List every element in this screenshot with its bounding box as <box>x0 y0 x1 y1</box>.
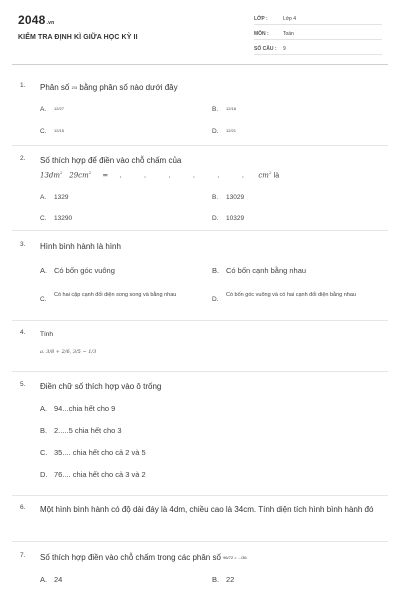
question-text: Số thích hợp để điền vào chỗ chấm của <box>40 156 182 165</box>
exam-title: KIỂM TRA ĐỊNH KÌ GIỮA HỌC KỲ II <box>18 34 138 41</box>
question-divider <box>12 371 388 372</box>
option-letter: D. <box>40 470 48 479</box>
option-text: Có bốn góc vuông <box>54 266 115 275</box>
info-row-subject <box>254 28 382 40</box>
question-text: Điền chữ số thích hợp vào ô trống <box>40 382 162 391</box>
info-row-class <box>254 13 382 25</box>
option-letter: D. <box>212 128 219 135</box>
info-row-count <box>254 43 382 55</box>
math-after: là <box>273 172 280 180</box>
option-letter: B. <box>40 426 48 435</box>
option-letter: D. <box>212 215 219 222</box>
question-text: Một hình bình hành có độ dài đáy là 4dm, chiều cao là 34cm. Tính diện tích hình bình hành đó <box>40 505 374 514</box>
info-value: 9 <box>283 46 286 52</box>
option-text: 2.....5 chia hết cho 3 <box>54 426 122 435</box>
question-text-part: Số thích hợp điền vào chỗ chấm trong các phân số <box>40 553 221 562</box>
logo-suffix: .vn <box>46 20 55 26</box>
option-text: 24 <box>54 575 63 584</box>
question-number: 6. <box>20 504 26 511</box>
math-equals: = <box>102 171 109 180</box>
question-divider <box>12 541 388 542</box>
info-label: SỐ CÂU : <box>254 46 277 52</box>
math-term: cm <box>258 171 269 180</box>
option-text: 12/21 <box>226 128 237 133</box>
question-text <box>40 552 247 564</box>
question-number: 7. <box>20 552 26 559</box>
option-letter: A. <box>40 404 48 413</box>
option-text: 13029 <box>226 194 245 201</box>
site-logo[interactable] <box>18 13 54 27</box>
question-divider <box>12 145 388 146</box>
header-divider <box>12 64 388 65</box>
question-text-part: bằng phân số nào dưới đây <box>79 83 178 92</box>
option-text: 12/15 <box>54 128 65 133</box>
option-letter: A. <box>40 106 47 113</box>
option-text: 12/18 <box>226 106 237 111</box>
info-value: Toán <box>283 31 294 37</box>
info-label: MÔN : <box>254 31 269 37</box>
superscript: 2 <box>268 170 272 175</box>
option-letter: C. <box>40 215 47 222</box>
option-text: 76.... chia hết cho cả 3 và 2 <box>54 470 146 479</box>
math-term: 29cm <box>69 171 89 180</box>
question-number: 4. <box>20 329 26 336</box>
question-text: Tính <box>40 331 54 338</box>
option-letter: B. <box>212 575 220 584</box>
fraction: 96/72 = .../36 <box>223 555 247 560</box>
option-letter: B. <box>212 194 219 201</box>
option-letter: D. <box>212 296 219 303</box>
question-text: Hình bình hành là hình <box>40 242 121 251</box>
math-expression: a. 3/8 + 2/6, 3/5 − 1/3 <box>40 349 97 355</box>
option-letter: A. <box>40 266 48 275</box>
logo-text: 2048 <box>18 13 46 27</box>
option-text: Có bốn góc vuông và có hai cạnh đối diện bằng nhau <box>226 292 356 298</box>
option-text: Có bốn cạnh bằng nhau <box>226 266 307 275</box>
math-term: 13dm <box>40 171 61 180</box>
superscript: 2 <box>88 170 92 175</box>
option-text: 1329 <box>54 194 69 201</box>
question-divider <box>12 230 388 231</box>
question-text-part: Phân số <box>40 83 70 92</box>
option-letter: C. <box>40 448 48 457</box>
option-letter: A. <box>40 575 48 584</box>
option-text: 13290 <box>54 215 73 222</box>
superscript: 2 <box>60 170 63 175</box>
question-divider <box>12 320 388 321</box>
option-letter: B. <box>212 106 219 113</box>
question-text <box>40 82 178 94</box>
option-text: 94...chia hết cho 9 <box>54 404 116 413</box>
option-letter: C. <box>40 128 47 135</box>
question-divider <box>12 495 388 496</box>
option-text: Có hai cặp cạnh đối diện song song và bằng nhau <box>54 292 177 298</box>
info-value: Lớp 4 <box>283 16 297 22</box>
option-letter: C. <box>40 296 47 303</box>
option-text: 12/27 <box>54 106 65 111</box>
option-letter: B. <box>212 266 220 275</box>
document-header <box>0 0 400 66</box>
question-number: 3. <box>20 241 26 248</box>
option-text: 10329 <box>226 215 245 222</box>
question-number: 1. <box>20 82 26 89</box>
math-expression <box>40 170 279 179</box>
math-blank: . . . . . . <box>119 171 254 180</box>
option-text: 22 <box>226 575 235 584</box>
question-number: 2. <box>20 155 26 162</box>
info-label: LỚP : <box>254 16 268 22</box>
fraction: 2/3 <box>71 85 78 90</box>
option-letter: A. <box>40 194 47 201</box>
option-text: 35.... chia hết cho cả 2 và 5 <box>54 448 146 457</box>
question-number: 5. <box>20 381 26 388</box>
